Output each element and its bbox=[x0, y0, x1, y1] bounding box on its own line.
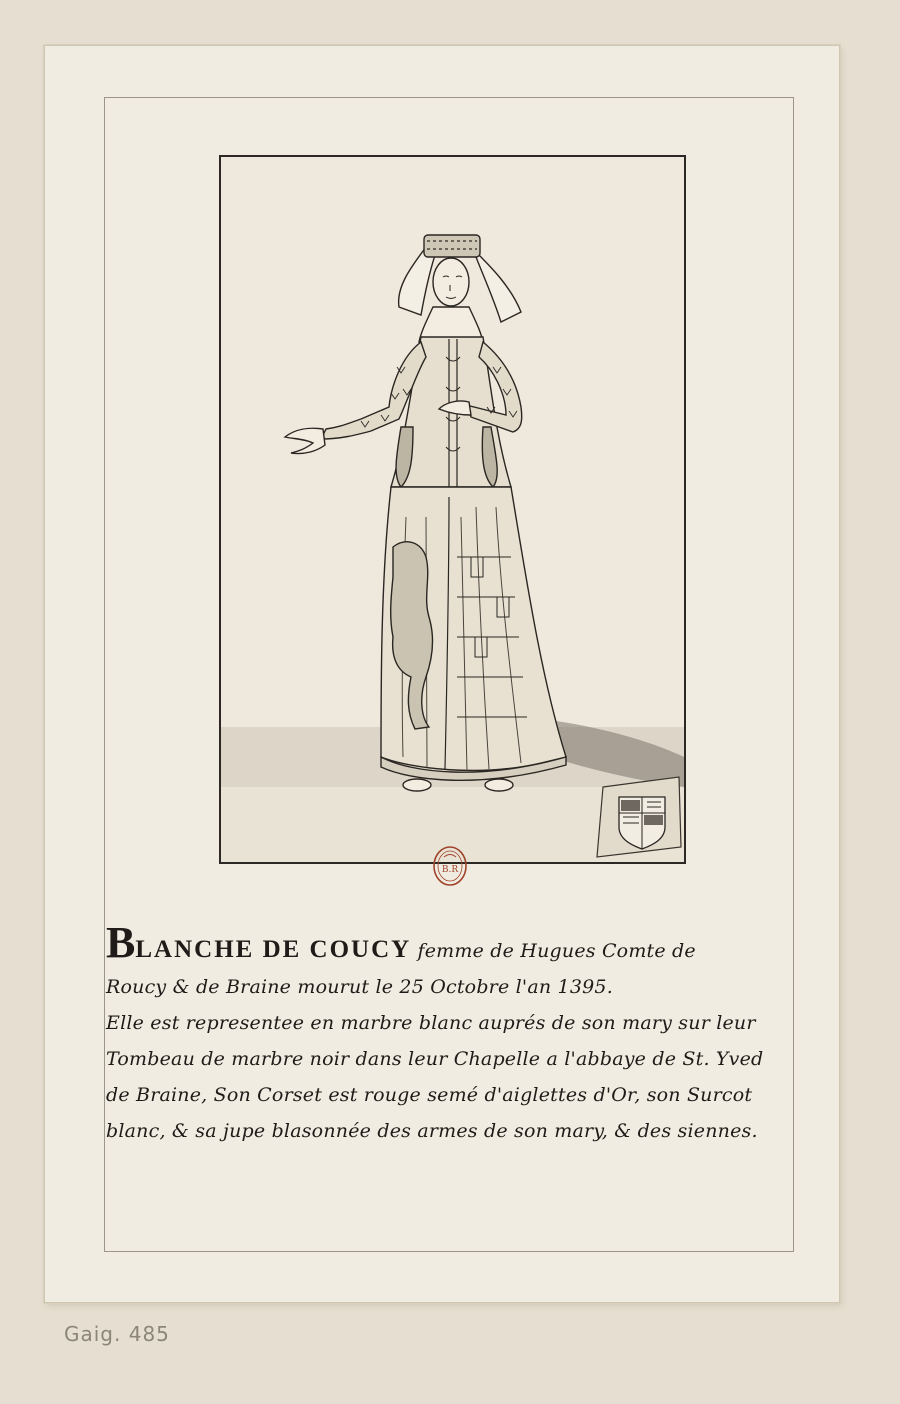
caption-line-5: de Braine, Son Corset est rouge semé d'aiglettes d'Or, son Surcot bbox=[106, 1084, 753, 1106]
caption-line-6: blanc, & sa jupe blasonnée des armes de son mary, & des siennes. bbox=[106, 1120, 758, 1142]
coat-of-arms-cushion bbox=[597, 777, 681, 857]
drawing-frame bbox=[219, 155, 686, 864]
effigy-drawing bbox=[221, 157, 684, 862]
caption-line-1 bbox=[106, 918, 796, 969]
plate-caption bbox=[106, 918, 796, 1149]
title-rest: LANCHE DE COUCY bbox=[135, 936, 412, 963]
shelfmark: Gaig. 485 bbox=[64, 1322, 170, 1346]
caption-line-4: Tombeau de marbre noir dans leur Chapelle a l'abbaye de St. Yved bbox=[106, 1048, 764, 1070]
mount-sheet bbox=[44, 45, 840, 1303]
figure-of-blanche-de-coucy bbox=[285, 235, 566, 791]
caption-text: femme de Hugues Comte de bbox=[417, 940, 696, 962]
stamp-label: B.R bbox=[441, 865, 459, 875]
caption-line-3: Elle est representee en marbre blanc auprés de son mary sur leur bbox=[106, 1012, 756, 1034]
plate-title bbox=[106, 918, 412, 967]
title-initial: B bbox=[106, 918, 136, 967]
caption-line-2: Roucy & de Braine mourut le 25 Octobre l'an 1395. bbox=[106, 976, 613, 998]
